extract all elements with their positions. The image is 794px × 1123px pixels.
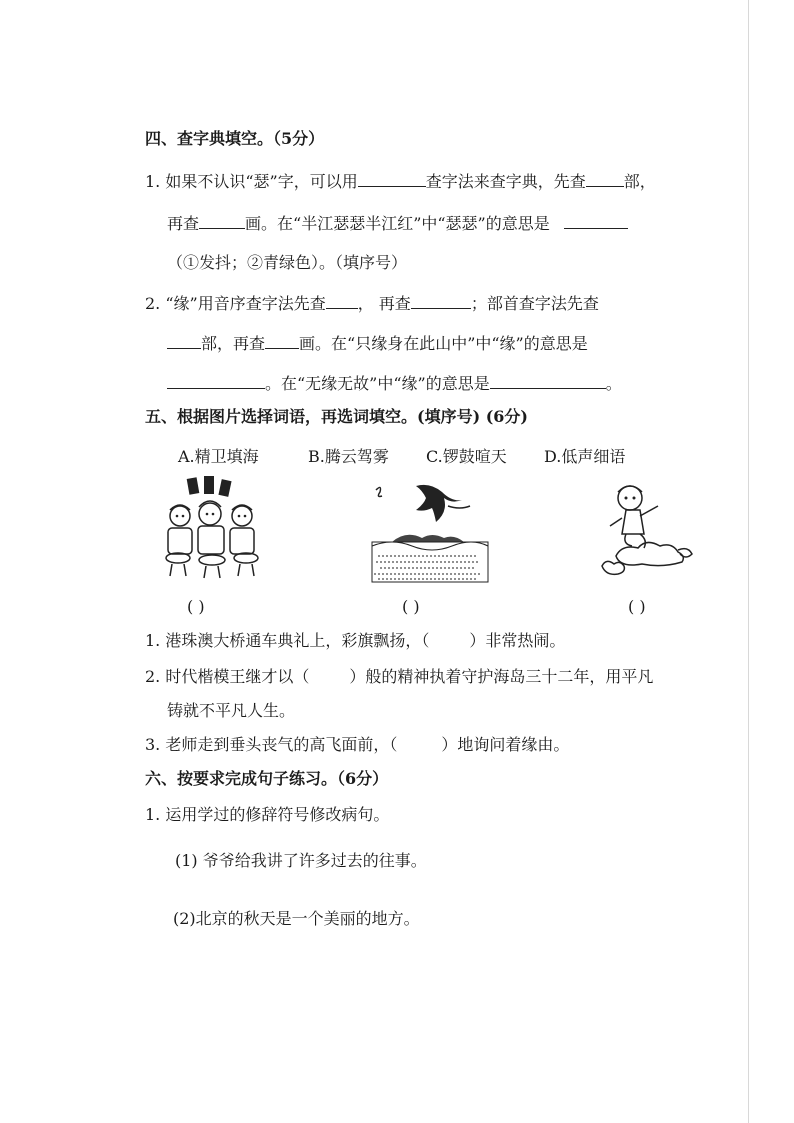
s6-sentence-1[interactable]: (1) 爷爷给我讲了许多过去的往事。 [175,851,427,870]
s5-q2-text-b: ）般的精神执着守护海岛三十二年，用平凡 [349,667,654,686]
s4-q2-line2 [167,332,737,355]
option-d: D.低声细语 [544,447,626,466]
answer-blank[interactable] [199,212,245,229]
answer-blank[interactable] [167,372,265,389]
s4-q2-text-f: 。在“无缘无故”中“缘”的意思是 [265,374,490,393]
s5-q3-text-a: 3. 老师走到垂头丧气的高飞面前，（ [145,735,398,754]
s5-q3-text-b: ）地询问着缘由。 [441,735,570,754]
s4-q2-text-g: 。 [605,374,622,393]
s4-q2-line3 [167,372,737,395]
answer-blank[interactable] [167,332,201,349]
s5-q1-text-b: ）非常热闹。 [469,631,566,650]
answer-blank[interactable] [326,292,358,309]
s5-q1 [145,630,715,652]
s5-q2-line2: 铸就不平凡人生。 [167,701,296,720]
s5-q3 [145,734,715,756]
section6-heading: 六、按要求完成句子练习。（6分） [145,769,389,788]
s5-q1-text-a: 1. 港珠澳大桥通车典礼上，彩旗飘扬，（ [145,631,430,650]
s4-q1-line3: （①发抖；②青绿色）。（填序号） [167,253,408,272]
answer-blank[interactable] [586,170,624,187]
picture-answer-paren-1[interactable]: ( ) [187,597,205,616]
answer-blank[interactable] [411,292,471,309]
s4-q1-text-a: 1. 如果不认识“瑟”字，可以用 [145,172,358,191]
s4-q1-text-e: 画。在“半江瑟瑟半江红”中“瑟瑟”的意思是 [245,214,550,233]
section5-heading: 五、根据图片选择词语，再选词填空。(填序号) (6分) [145,407,528,426]
option-b: B.腾云驾雾 [308,447,389,466]
picture-answer-paren-2[interactable]: ( ) [402,597,420,616]
s4-q2-text-b: ， 再查 [357,294,411,313]
s4-q2-text-d: 部，再查 [201,334,266,353]
s4-q2-text-c: ；部首查字法先查 [470,294,599,313]
s4-q2-text-e: 画。在“只缘身在此山中”中“缘”的意思是 [299,334,588,353]
answer-blank[interactable] [564,212,628,229]
answer-blank[interactable] [358,170,426,187]
option-c: C.锣鼓喧天 [426,447,507,466]
s4-q1-line2 [167,212,737,235]
s4-q2-line1 [145,292,715,315]
picture-answer-paren-3[interactable]: ( ) [628,597,646,616]
drummers-illustration [158,476,268,580]
answer-blank[interactable] [265,332,299,349]
s4-q1-text-b: 查字法来查字典，先查 [425,172,586,191]
s4-q1-line1 [145,170,715,193]
bird-over-water-illustration [368,476,492,586]
page-edge-line [748,0,749,1123]
option-a: A.精卫填海 [178,447,259,466]
s4-q1-text-d: 再查 [167,214,200,233]
s5-q2-text-a: 2. 时代楷模王继才以（ [145,667,310,686]
s4-q2-text-a: 2. “缘”用音序查字法先查 [145,294,326,313]
s6-sentence-2[interactable]: (2)北京的秋天是一个美丽的地方。 [173,909,420,928]
monkey-king-on-cloud-illustration [596,476,700,580]
section4-heading: 四、查字典填空。（5分） [145,129,325,148]
s4-q1-text-c: 部， [623,172,656,191]
s5-q2 [145,666,715,688]
s6-q1: 1. 运用学过的修辞符号修改病句。 [145,805,390,824]
answer-blank[interactable] [490,372,606,389]
